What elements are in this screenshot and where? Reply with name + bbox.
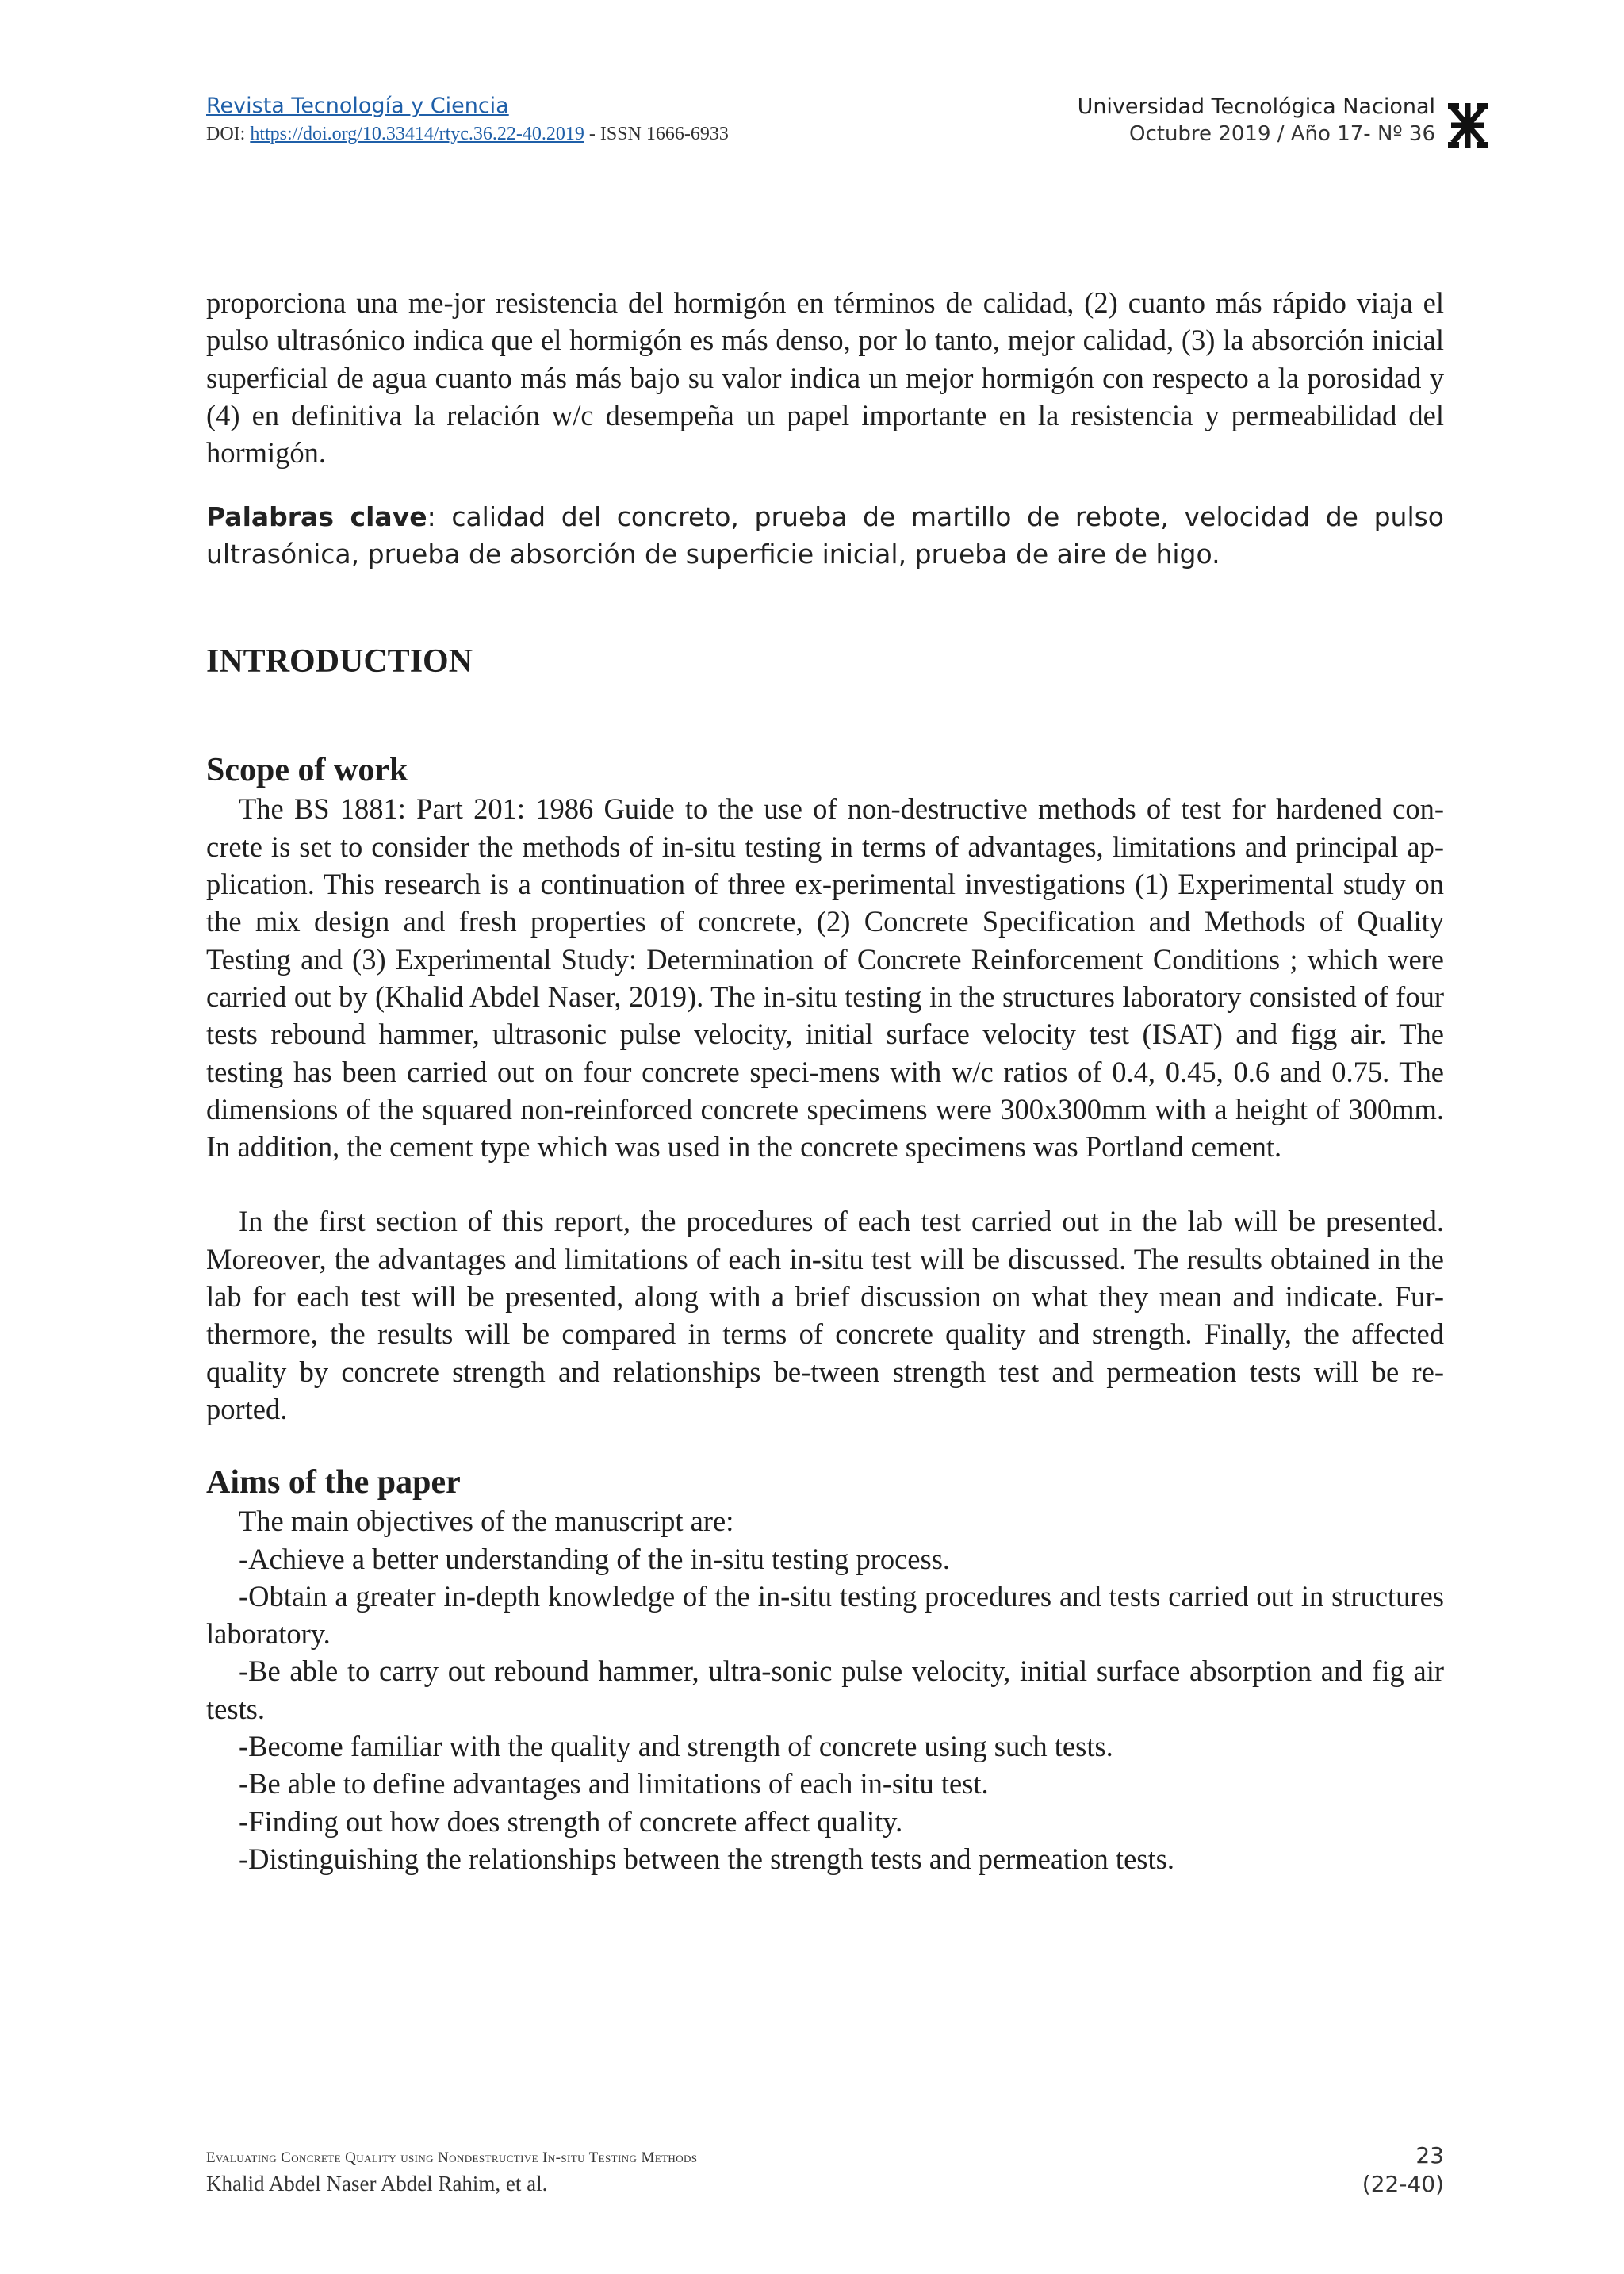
aims-heading: Aims of the paper [206, 1464, 461, 1501]
paragraph-gap [206, 1165, 1444, 1202]
aims-intro: The main objectives of the manuscript are: [239, 1505, 734, 1538]
header-left [206, 92, 920, 148]
keywords-text: : calidad del concreto, prueba de martillo de rebote, velocidad de pulso ultrasónica, prueba de absorción de superficie inicial, prueba de aire de higo. [206, 501, 1444, 570]
page-number: 23 [1415, 2142, 1444, 2169]
aims-item: -Become familiar with the quality and strength of concrete using such tests. [239, 1730, 1113, 1763]
aims-item: -Finding out how does strength of concrete affect quality. [239, 1804, 903, 1838]
scope-paragraph-1: The BS 1881: Part 201: 1986 Guide to the use of non-destructive methods of test for hardened con-crete is set to consider the methods of in-situ testing in terms of advantages, limitations and principal ap-plication. This research is a continuation of three ex-perimental investigations (1) Experimental study on the mix design and fresh properties of concrete, (2) Concrete Specification and Methods of Quality Testing and (3) Experimental Study: Determination of Concrete Reinforcement Conditions ; which were carried out by (Khalid Abdel Naser, 2019). The in-situ testing in the structures laboratory consisted of four tests rebound hammer, ultrasonic pulse velocity, initial surface velocity test (ISAT) and figg air. The testing has been carried out on four concrete speci-mens with w/c ratios of 0.4, 0.45, 0.6 and 0.75. The dimensions of the squared non-reinforced concrete specimens were 300x300mm with a height of 300mm. In addition, the cement type which was used in the concrete specimens was Portland cement. [206, 792, 1444, 1164]
doi-label: DOI: [206, 124, 251, 144]
university-name: Universidad Tecnológica Nacional [1077, 94, 1435, 119]
footer-article-title: Evaluating Concrete Quality using Nondestructive In-situ Testing Methods [206, 2149, 698, 2166]
introduction-heading: INTRODUCTION [206, 643, 473, 681]
utn-logo-icon [1448, 103, 1488, 148]
header-right [880, 94, 1435, 148]
journal-name-link[interactable]: Revista Tecnología y Ciencia [206, 94, 509, 118]
aims-item: -Be able to carry out rebound hammer, ultra-sonic pulse velocity, initial surface absorption and fig air tests. [206, 1655, 1444, 1725]
scope-paragraph-2: In the first section of this report, the procedures of each test carried out in the lab will be presented. Moreover, the advantages and limitations of each in-situ test will be discussed. The results obtained in the lab for each test will be presented, along with a brief discussion on what they mean and indicate. Fur-thermore, the results will be compared in terms of concrete quality and strength. Finally, the affected quality by concrete strength and relationships be-tween strength test and permeation tests will be re-ported. [206, 1205, 1444, 1425]
issue-info: Octubre 2019 / Año 17- Nº 36 [1129, 122, 1435, 146]
footer-left [206, 2146, 1158, 2197]
footer-authors: Khalid Abdel Naser Abdel Rahim, et al. [206, 2172, 548, 2195]
page-range: (22-40) [1362, 2171, 1444, 2197]
issn: - ISSN 1666-6933 [584, 124, 729, 144]
aims-item: -Achieve a better understanding of the in-situ testing process. [239, 1542, 951, 1575]
aims-item: -Distinguishing the relationships between the strength tests and permeation tests. [239, 1842, 1174, 1875]
keywords [206, 498, 1444, 573]
scope-heading: Scope of work [206, 752, 408, 789]
main-content [206, 284, 1444, 1877]
footer-right [1206, 2142, 1444, 2199]
abstract-continuation: proporciona una me-jor resistencia del hormigón en términos de calidad, (2) cuanto más rápido viaja el pulso ultrasónico indica que el hormigón es más denso, por lo tanto, mejor calidad, (3) la absorción inicial superficial de agua cuanto más más bajo su valor indica un mejor hormigón con respecto a la porosidad y (4) en definitiva la relación w/c desempeña un papel importante en la resistencia y permeabilidad del hormigón. [206, 286, 1444, 470]
keywords-label: Palabras clave [206, 501, 427, 533]
aims-item: -Obtain a greater in-depth knowledge of the in-situ testing procedures and tests carried out in structures laboratory. [206, 1579, 1444, 1651]
doi-line [206, 121, 920, 148]
doi-link[interactable]: https://doi.org/10.33414/rtyc.36.22-40.2019 [250, 124, 584, 144]
aims-item: -Be able to define advantages and limitations of each in-situ test. [239, 1767, 989, 1800]
